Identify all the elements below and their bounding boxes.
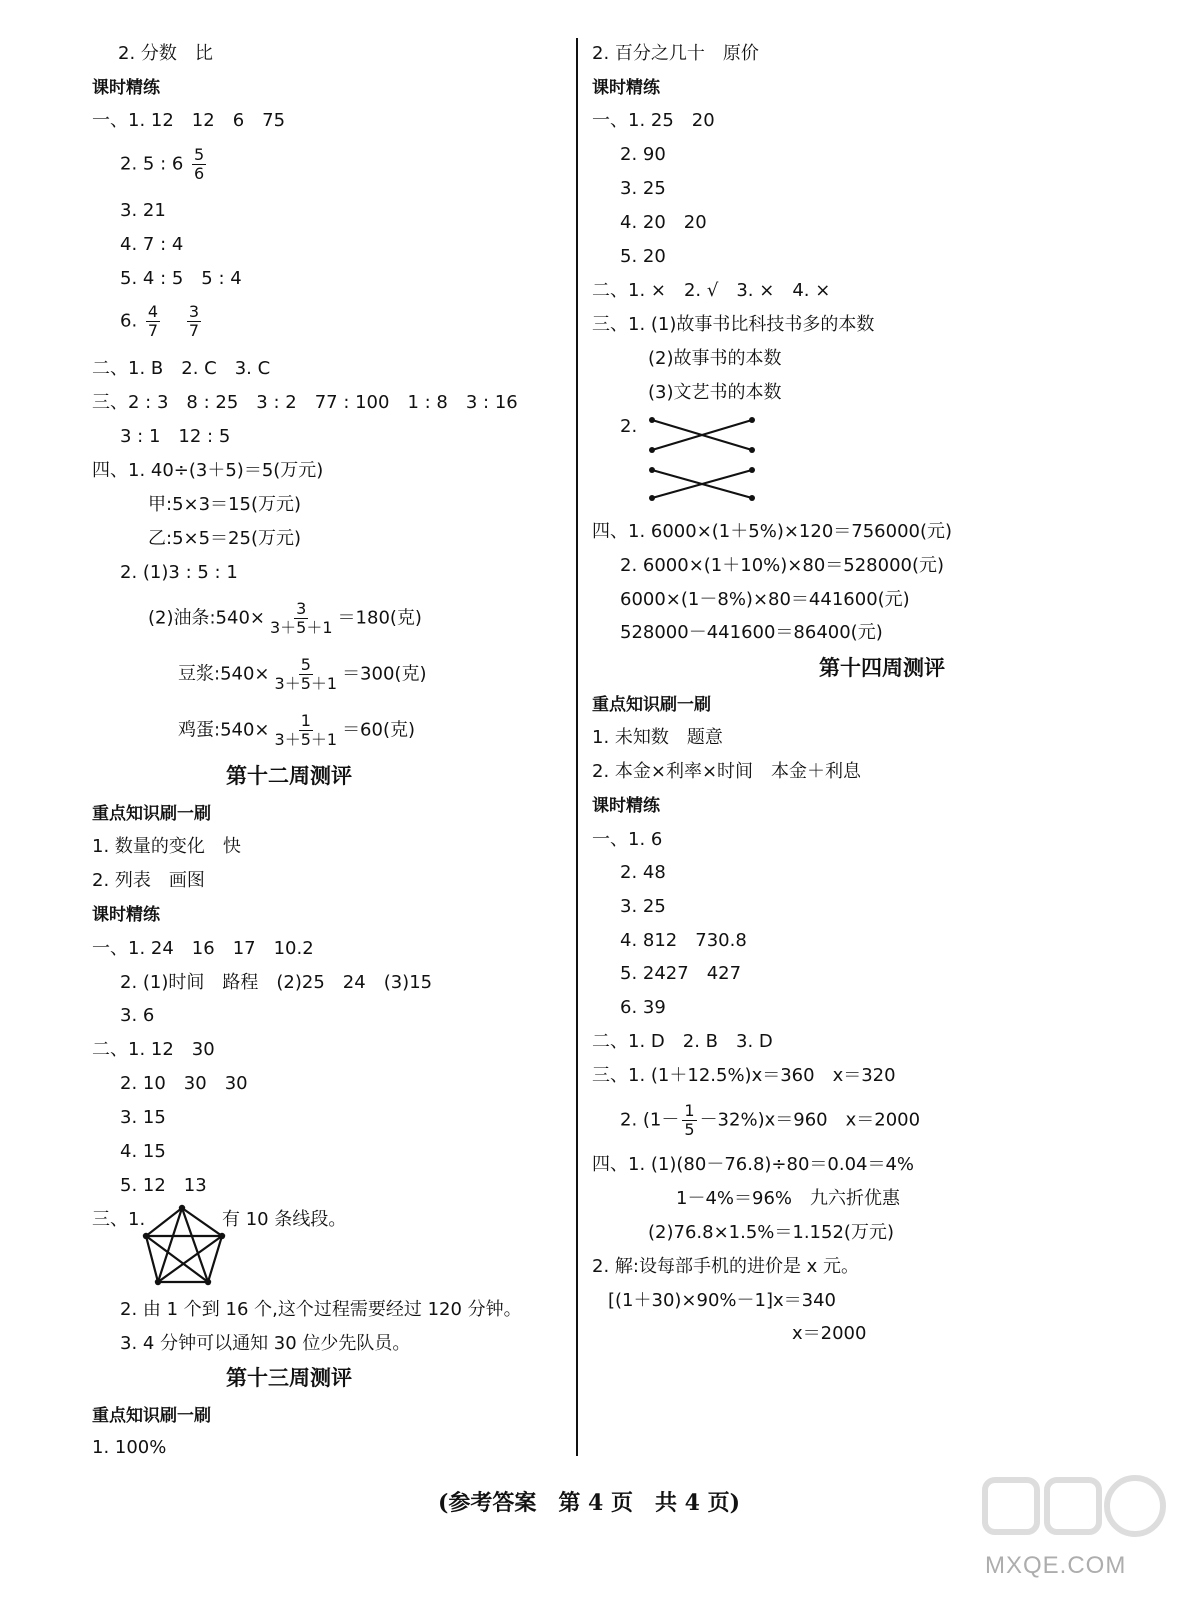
answer-line: 二、1. 12 30 <box>92 1039 215 1060</box>
answer-line: 一、1. 6 <box>592 829 663 850</box>
answer-text: 6. <box>120 310 138 332</box>
answer-line: 三、1. (1)故事书比科技书多的本数 <box>592 314 875 335</box>
answer-line-fraction <box>120 146 209 183</box>
answer-line: 2. 分数 比 <box>118 43 213 64</box>
section-heading: 重点知识刷一刷 <box>92 1406 211 1426</box>
answer-line: 3. 25 <box>620 178 666 199</box>
answer-line: 1－4%＝96% 九六折优惠 <box>676 1188 901 1209</box>
section-heading: 重点知识刷一刷 <box>92 804 211 824</box>
answer-line: (3)文艺书的本数 <box>648 382 782 403</box>
answer-line: 2. 48 <box>620 862 666 883</box>
answer-line: 3 : 1 12 : 5 <box>120 426 231 447</box>
answer-line: 2. 百分之几十 原价 <box>592 43 759 64</box>
answer-line: 一、1. 24 16 17 10.2 <box>92 938 314 959</box>
denominator: 3＋5＋1 <box>274 674 338 693</box>
answer-line: 有 10 条线段。 <box>222 1209 347 1230</box>
answer-line-fraction <box>120 303 204 340</box>
answer-line: 3. 4 分钟可以通知 30 位少先队员。 <box>120 1333 411 1354</box>
section-title: 第十三周测评 <box>226 1366 352 1390</box>
answer-text: ＝300(克) <box>342 663 427 685</box>
answer-line: 一、1. 25 20 <box>592 110 715 131</box>
answer-text: 2. 5 : 6 <box>120 153 184 175</box>
denominator: 6 <box>194 164 205 183</box>
answer-line: 1. 未知数 题意 <box>592 727 723 748</box>
answer-line: 三、1. <box>92 1209 146 1230</box>
answer-text: 鸡蛋:540× <box>178 719 270 741</box>
answer-line: 三、1. (1＋12.5%)x＝360 x＝320 <box>592 1065 896 1086</box>
answer-line: 3. 21 <box>120 200 166 221</box>
answer-line: 528000－441600＝86400(元) <box>620 622 883 643</box>
answer-line: 2. 6000×(1＋10%)×80＝528000(元) <box>620 555 945 576</box>
answer-line: 1. 数量的变化 快 <box>92 836 241 857</box>
answer-text: －32%)x＝960 x＝2000 <box>699 1109 921 1131</box>
section-title: 第十四周测评 <box>819 656 945 680</box>
answer-text: 豆浆:540× <box>178 663 270 685</box>
answer-line: 四、1. 6000×(1＋5%)×120＝756000(元) <box>592 521 953 542</box>
denominator: 3＋5＋1 <box>274 730 338 749</box>
page-footer: (参考答案 第 4 页 共 4 页) <box>437 1490 741 1516</box>
numerator: 3 <box>296 599 307 618</box>
answer-line: 2. 90 <box>620 144 666 165</box>
answer-line: 2. (1)3 : 5 : 1 <box>120 562 238 583</box>
numerator: 1 <box>300 711 311 730</box>
section-heading: 课时精练 <box>92 78 160 98</box>
answer-line: 四、1. (1)(80－76.8)÷80＝0.04＝4% <box>592 1154 915 1175</box>
answer-line: 2. 列表 画图 <box>92 870 205 891</box>
answer-line: 3. 25 <box>620 896 666 917</box>
answer-line: 6000×(1－8%)×80＝441600(元) <box>620 589 910 610</box>
numerator: 3 <box>188 302 200 321</box>
matching-lines-figure <box>648 414 760 506</box>
numerator: 5 <box>300 655 311 674</box>
fraction <box>268 600 335 637</box>
answer-line: 二、1. × 2. √ 3. × 4. × <box>592 280 831 301</box>
fraction <box>146 303 160 340</box>
answer-line: 三、2 : 3 8 : 25 3 : 2 77 : 100 1 : 8 3 : 16 <box>92 392 518 413</box>
answer-line: 二、1. B 2. C 3. C <box>92 358 271 379</box>
answer-text: (2)油条:540× <box>148 607 265 629</box>
numerator: 1 <box>684 1101 695 1120</box>
answer-line: [(1＋30)×90%－1]x＝340 <box>608 1290 836 1311</box>
answer-line-fraction <box>148 600 422 637</box>
fraction <box>273 712 340 749</box>
answer-line: 2. 解:设每部手机的进价是 x 元。 <box>592 1256 860 1277</box>
answer-line: 5. 2427 427 <box>620 963 742 984</box>
answer-line: 3. 15 <box>120 1107 166 1128</box>
numerator: 4 <box>147 302 159 321</box>
answer-text: 2. (1－ <box>620 1109 680 1131</box>
answer-line: 2. 由 1 个到 16 个,这个过程需要经过 120 分钟。 <box>120 1299 522 1320</box>
fraction <box>187 303 201 340</box>
section-heading: 重点知识刷一刷 <box>592 695 711 715</box>
answer-line-fraction <box>620 1102 920 1139</box>
answer-line: 4. 7 : 4 <box>120 234 184 255</box>
answer-line: 2. (1)时间 路程 (2)25 24 (3)15 <box>120 972 433 993</box>
answer-text: ＝180(克) <box>337 607 422 629</box>
denominator: 7 <box>188 321 200 340</box>
answer-line: 4. 812 730.8 <box>620 930 747 951</box>
denominator: 7 <box>147 321 159 340</box>
answer-line: 5. 4 : 5 5 : 4 <box>120 268 242 289</box>
section-title: 第十二周测评 <box>226 764 352 788</box>
answer-line: 一、1. 12 12 6 75 <box>92 110 286 131</box>
answer-line: 二、1. D 2. B 3. D <box>592 1031 773 1052</box>
answer-line: 2. 10 30 30 <box>120 1073 248 1094</box>
answer-line: 5. 20 <box>620 246 666 267</box>
answer-text: ＝60(克) <box>342 719 416 741</box>
answer-line: x＝2000 <box>792 1323 867 1344</box>
fraction <box>192 146 206 183</box>
section-heading: 课时精练 <box>592 796 660 816</box>
fraction <box>273 656 340 693</box>
column-divider <box>576 38 578 1456</box>
answer-line: (2)故事书的本数 <box>648 348 782 369</box>
section-heading: 课时精练 <box>592 78 660 98</box>
answer-line: 2. <box>620 416 638 437</box>
answer-line: 四、1. 40÷(3＋5)＝5(万元) <box>92 460 324 481</box>
answer-line: 3. 6 <box>120 1005 155 1026</box>
watermark-text: MXQE.COM <box>985 1552 1127 1579</box>
answer-line-fraction <box>178 656 426 693</box>
fraction <box>682 1102 696 1139</box>
section-heading: 课时精练 <box>92 905 160 925</box>
answer-line: 4. 20 20 <box>620 212 707 233</box>
answer-line: 4. 15 <box>120 1141 166 1162</box>
answer-line: 1. 100% <box>92 1437 167 1458</box>
answer-line: (2)76.8×1.5%＝1.152(万元) <box>648 1222 894 1243</box>
numerator: 5 <box>194 145 205 164</box>
answer-line: 2. 本金×利率×时间 本金＋利息 <box>592 761 862 782</box>
answer-line: 5. 12 13 <box>120 1175 207 1196</box>
answer-line: 6. 39 <box>620 997 666 1018</box>
answer-line: 乙:5×5＝25(万元) <box>148 528 301 549</box>
denominator: 3＋5＋1 <box>270 618 333 637</box>
denominator: 5 <box>684 1120 695 1139</box>
answer-line: 甲:5×3＝15(万元) <box>148 494 301 515</box>
answer-line-fraction <box>178 712 415 749</box>
